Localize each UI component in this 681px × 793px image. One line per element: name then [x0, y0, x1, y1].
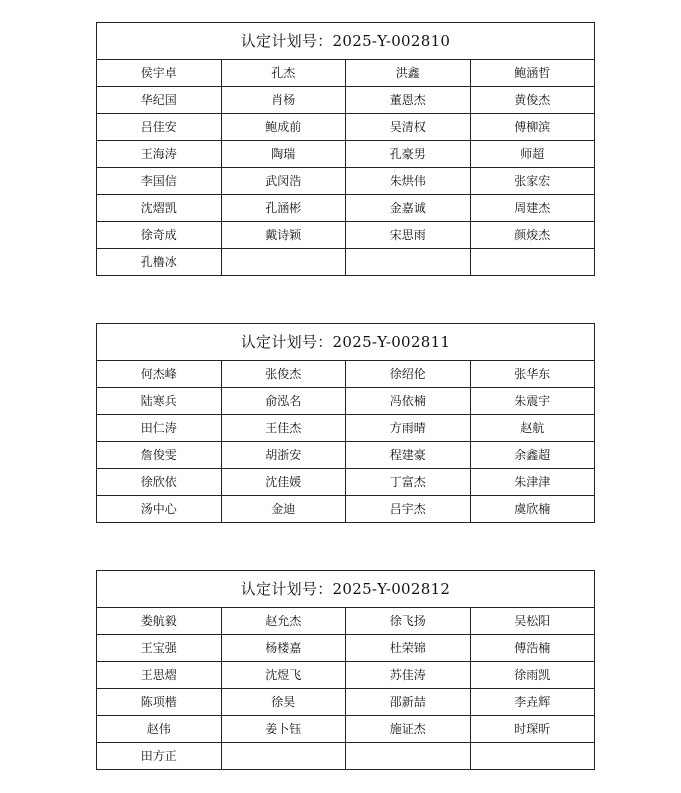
name-cell: 侯宇卓	[97, 60, 222, 87]
name-cell: 吕佳安	[97, 114, 222, 141]
name-cell: 姜卜钰	[221, 716, 346, 743]
name-cell: 王海涛	[97, 141, 222, 168]
table-row	[97, 195, 595, 222]
name-cell: 丁富杰	[346, 469, 471, 496]
table-row	[97, 168, 595, 195]
table-row	[97, 716, 595, 743]
name-cell: 徐绍伦	[346, 361, 471, 388]
name-cell: 孔涵彬	[221, 195, 346, 222]
empty-cell	[470, 249, 595, 276]
name-cell: 孔豪男	[346, 141, 471, 168]
name-cell: 邵新喆	[346, 689, 471, 716]
name-cell: 沈佳媛	[221, 469, 346, 496]
name-cell: 徐雨凯	[470, 662, 595, 689]
name-cell: 武闵浩	[221, 168, 346, 195]
name-cell: 詹俊雯	[97, 442, 222, 469]
name-cell: 娄航毅	[97, 608, 222, 635]
table-row	[97, 141, 595, 168]
name-cell: 张家宏	[470, 168, 595, 195]
name-cell: 方雨晴	[346, 415, 471, 442]
name-cell: 李垚辉	[470, 689, 595, 716]
table-row	[97, 361, 595, 388]
empty-cell	[346, 743, 471, 770]
name-cell: 陆寒兵	[97, 388, 222, 415]
name-cell: 金嘉诚	[346, 195, 471, 222]
plan-number-title: 认定计划号：2025-Y-002812	[97, 571, 595, 608]
name-cell: 余鑫超	[470, 442, 595, 469]
plan-number-title: 认定计划号：2025-Y-002810	[97, 23, 595, 60]
name-cell: 吴清权	[346, 114, 471, 141]
empty-cell	[221, 249, 346, 276]
name-cell: 张华东	[470, 361, 595, 388]
name-cell: 田方正	[97, 743, 222, 770]
name-cell: 田仁涛	[97, 415, 222, 442]
plan-table-body	[97, 324, 595, 523]
name-cell: 肖杨	[221, 87, 346, 114]
name-cell: 沈煜飞	[221, 662, 346, 689]
name-cell: 宋思雨	[346, 222, 471, 249]
name-cell: 孔杰	[221, 60, 346, 87]
name-cell: 何杰峰	[97, 361, 222, 388]
table-row	[97, 689, 595, 716]
name-cell: 虞欣楠	[470, 496, 595, 523]
table-row	[97, 249, 595, 276]
table-row	[97, 60, 595, 87]
name-cell: 程建豪	[346, 442, 471, 469]
name-cell: 金迪	[221, 496, 346, 523]
plan-table-002810	[96, 22, 595, 276]
plan-number-title: 认定计划号：2025-Y-002811	[97, 324, 595, 361]
name-cell: 鲍成前	[221, 114, 346, 141]
name-cell: 王佳杰	[221, 415, 346, 442]
table-row	[97, 662, 595, 689]
name-cell: 鲍涵哲	[470, 60, 595, 87]
name-cell: 苏佳涛	[346, 662, 471, 689]
table-title-row	[97, 571, 595, 608]
name-cell: 汤中心	[97, 496, 222, 523]
name-cell: 周建杰	[470, 195, 595, 222]
empty-cell	[470, 743, 595, 770]
plan-table-body	[97, 23, 595, 276]
name-cell: 徐飞扬	[346, 608, 471, 635]
table-row	[97, 388, 595, 415]
name-cell: 傅柳滨	[470, 114, 595, 141]
name-cell: 朱津津	[470, 469, 595, 496]
name-cell: 徐欣依	[97, 469, 222, 496]
name-cell: 徐奇成	[97, 222, 222, 249]
empty-cell	[221, 743, 346, 770]
name-cell: 陶瑞	[221, 141, 346, 168]
name-cell: 傅浩楠	[470, 635, 595, 662]
table-row	[97, 496, 595, 523]
name-cell: 赵允杰	[221, 608, 346, 635]
name-cell: 洪鑫	[346, 60, 471, 87]
name-cell: 吴松阳	[470, 608, 595, 635]
name-cell: 戴诗颖	[221, 222, 346, 249]
name-cell: 徐昊	[221, 689, 346, 716]
name-cell: 孔橹冰	[97, 249, 222, 276]
name-cell: 赵航	[470, 415, 595, 442]
name-cell: 陈项楷	[97, 689, 222, 716]
table-row	[97, 87, 595, 114]
table-row	[97, 635, 595, 662]
name-cell: 施证杰	[346, 716, 471, 743]
empty-cell	[346, 249, 471, 276]
name-cell: 朱震宇	[470, 388, 595, 415]
table-row	[97, 469, 595, 496]
table-title-row	[97, 324, 595, 361]
table-row	[97, 608, 595, 635]
name-cell: 赵伟	[97, 716, 222, 743]
name-cell: 胡浙安	[221, 442, 346, 469]
table-row	[97, 415, 595, 442]
name-cell: 冯依楠	[346, 388, 471, 415]
name-cell: 董恩杰	[346, 87, 471, 114]
name-cell: 杜荣锦	[346, 635, 471, 662]
table-row	[97, 222, 595, 249]
name-cell: 王思熠	[97, 662, 222, 689]
table-row	[97, 743, 595, 770]
name-cell: 吕宇杰	[346, 496, 471, 523]
name-cell: 俞泓名	[221, 388, 346, 415]
name-cell: 李国信	[97, 168, 222, 195]
name-cell: 华纪国	[97, 87, 222, 114]
name-cell: 张俊杰	[221, 361, 346, 388]
name-cell: 沈熠凯	[97, 195, 222, 222]
name-cell: 朱烘伟	[346, 168, 471, 195]
table-row	[97, 114, 595, 141]
table-row	[97, 442, 595, 469]
name-cell: 颜焌杰	[470, 222, 595, 249]
table-title-row	[97, 23, 595, 60]
plan-table-body	[97, 571, 595, 770]
name-cell: 黄俊杰	[470, 87, 595, 114]
name-cell: 王宝强	[97, 635, 222, 662]
name-cell: 杨楼嘉	[221, 635, 346, 662]
plan-table-002811	[96, 323, 595, 523]
name-cell: 时琛昕	[470, 716, 595, 743]
name-cell: 师超	[470, 141, 595, 168]
plan-table-002812	[96, 570, 595, 770]
